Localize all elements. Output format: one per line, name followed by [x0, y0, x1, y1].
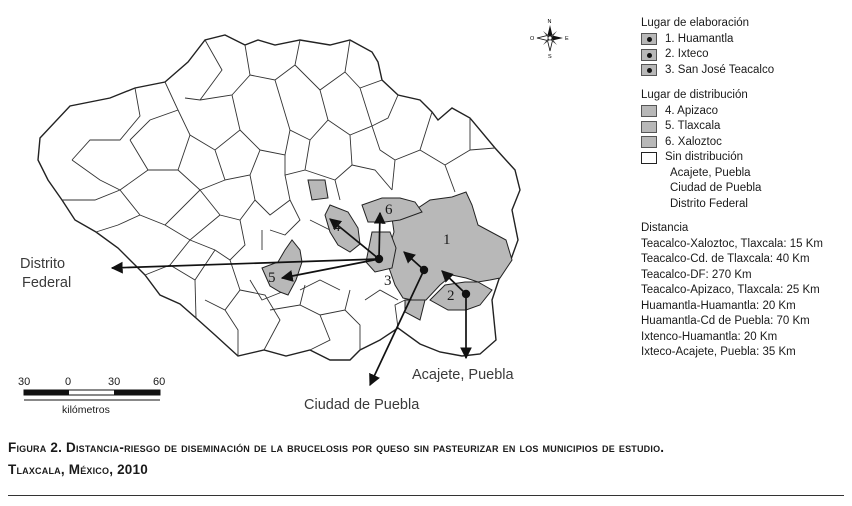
- label-3: 3: [384, 273, 392, 289]
- figure-caption: [8, 437, 848, 481]
- legend-place-acajete: Acajete, Puebla: [670, 166, 751, 179]
- legend-item-ixteco: 2. Ixteco: [641, 47, 846, 63]
- legend-place-puebla: Ciudad de Puebla: [670, 182, 762, 194]
- label-4: 4: [333, 219, 341, 235]
- municipality-xaloztoc-small: [308, 180, 328, 200]
- gray-swatch-icon: [641, 105, 657, 117]
- scale-tick-30a: 30: [18, 376, 31, 388]
- label-federal: Federal: [22, 275, 72, 291]
- legend-item-teacalco: 3. San José Teacalco: [641, 63, 846, 79]
- point-icon: [641, 49, 657, 61]
- compass-n: N: [547, 19, 552, 25]
- scale-tick-30b: 30: [108, 376, 121, 388]
- white-swatch-icon: [641, 152, 657, 164]
- caption-line-1: Figura 2. Distancia-riesgo de diseminación de la brucelosis por queso sin pasteurizar en los municipios de estudio.: [8, 440, 665, 455]
- distance-item: Teacalco-Xaloztoc, Tlaxcala: 15 Km: [641, 237, 823, 250]
- compass-rose: [530, 19, 569, 60]
- scale-bar: [18, 376, 165, 416]
- scale-tick-0: 0: [65, 376, 72, 388]
- label-2: 2: [447, 288, 455, 304]
- legend-item-apizaco: 4. Apizaco: [641, 104, 846, 120]
- label-1: 1: [443, 232, 451, 248]
- label-acajete-puebla: Acajete, Puebla: [412, 367, 514, 383]
- bottom-rule: [8, 495, 844, 496]
- legend-distribucion-title: Lugar de distribución: [641, 89, 748, 101]
- label-5: 5: [268, 270, 276, 286]
- legend-item-huamantla: 1. Huamantla: [641, 32, 846, 48]
- gray-swatch-icon: [641, 136, 657, 148]
- point-icon: [641, 33, 657, 45]
- distance-item: Huamantla-Huamantla: 20 Km: [641, 299, 796, 312]
- label-distrito: Distrito: [20, 256, 66, 272]
- gray-swatch-icon: [641, 121, 657, 133]
- distance-item: Ixteco-Acajete, Puebla: 35 Km: [641, 346, 796, 358]
- legend-elaboracion-title: Lugar de elaboración: [641, 17, 750, 29]
- caption-line-2: Tlaxcala, México, 2010: [8, 462, 148, 477]
- compass-e: E: [565, 36, 569, 42]
- label-6: 6: [385, 202, 393, 218]
- distance-item: Teacalco-DF: 270 Km: [641, 268, 752, 281]
- legend-item-tlaxcala: 5. Tlaxcala: [641, 119, 846, 135]
- legend-distancia-title: Distancia: [641, 222, 689, 234]
- legend-place-df: Distrito Federal: [670, 197, 748, 210]
- distance-item: Ixtenco-Huamantla: 20 Km: [641, 330, 778, 343]
- scale-tick-60: 60: [153, 376, 166, 388]
- point-icon: [641, 64, 657, 76]
- distance-item: Huamantla-Cd de Puebla: 70 Km: [641, 315, 810, 327]
- compass-o: O: [530, 36, 535, 42]
- compass-s: S: [548, 54, 552, 60]
- legend-item-sin-distribucion: Sin distribución: [641, 150, 846, 166]
- label-ciudad-de-puebla: Ciudad de Puebla: [304, 397, 420, 413]
- scale-unit: kilómetros: [62, 404, 110, 416]
- distance-item: Teacalco-Apizaco, Tlaxcala: 25 Km: [641, 284, 820, 296]
- legend: [641, 16, 846, 361]
- legend-item-xaloztoc: 6. Xaloztoc: [641, 135, 846, 151]
- distance-item: Teacalco-Cd. de Tlaxcala: 40 Km: [641, 253, 810, 265]
